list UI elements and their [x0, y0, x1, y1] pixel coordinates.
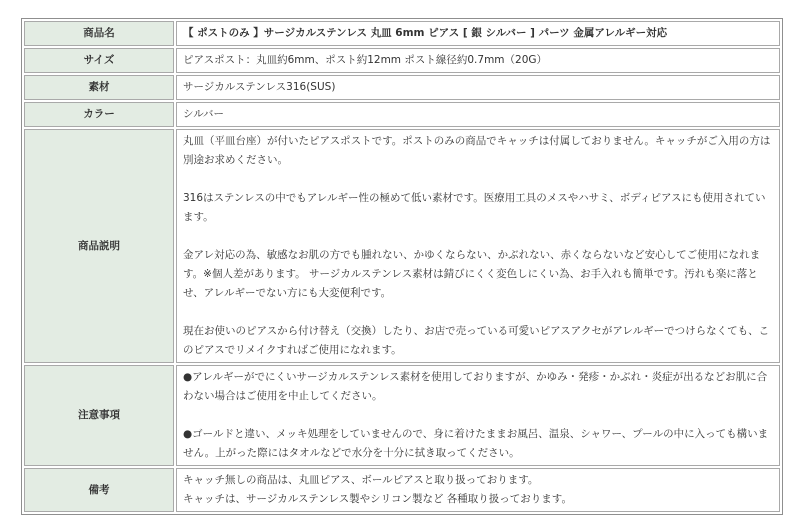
row-size	[24, 48, 780, 73]
row-product-name	[24, 21, 780, 46]
label-cautions: 注意事項	[24, 365, 174, 466]
caution-paragraph: ●ゴールドと違い、メッキ処理をしていませんので、身に着けたままお風呂、温泉、シャワー、プールの中に入っても構いません。上がった際にはタオルなどで水分を十分に拭き取ってください。	[183, 428, 769, 459]
description-paragraph: 316はステンレスの中でもアレルギー性の極めて低い素材です。医療用工具のメスやハサミ、ボディピアスにも使用されています。	[183, 192, 766, 223]
row-color	[24, 102, 780, 127]
label-size: サイズ	[24, 48, 174, 73]
remarks-line: キャッチは、サージカルステンレス製やシリコン製など 各種取り扱っております。	[183, 493, 572, 505]
label-description: 商品説明	[24, 129, 174, 363]
row-remarks	[24, 468, 780, 512]
row-material	[24, 75, 780, 100]
value-cautions	[176, 365, 780, 466]
row-cautions	[24, 365, 780, 466]
remarks-line: キャッチ無しの商品は、丸皿ピアス、ボールピアスと取り扱っております。	[183, 474, 539, 486]
description-paragraph: 現在お使いのピアスから付け替え（交換）したり、お店で売っている可愛いピアスアクセがアレルギーでつけらなくても、このピアスでリメイクすればご使用になれます。	[183, 325, 770, 356]
value-color: シルバー	[176, 102, 780, 127]
product-spec-table	[21, 18, 783, 515]
caution-paragraph: ●アレルギーがでにくいサージカルステンレス素材を使用しておりますが、かゆみ・発疹・かぶれ・炎症が出るなどお肌に合わない場合はご使用を中止してください。	[183, 371, 768, 402]
label-product-name: 商品名	[24, 21, 174, 46]
label-material: 素材	[24, 75, 174, 100]
description-paragraph: 金アレ対応の為、敏感なお肌の方でも腫れない、かゆくならない、かぶれない、赤くならないなど安心してご使用になれます。※個人差があります。 サージカルステンレス素材は錆びにくく変色しにくい為、お手入れも簡単です。汚れも楽に落とせ、アレルギーでない方にも大変便利です。	[183, 249, 761, 299]
value-product-name: 【 ポストのみ 】サージカルステンレス 丸皿 6mm ピアス [ 銀 シルバー ] パーツ 金属アレルギー対応	[176, 21, 780, 46]
row-description	[24, 129, 780, 363]
value-material: サージカルステンレス316(SUS)	[176, 75, 780, 100]
label-color: カラー	[24, 102, 174, 127]
value-description	[176, 129, 780, 363]
label-remarks: 備考	[24, 468, 174, 512]
value-remarks	[176, 468, 780, 512]
description-paragraph: 丸皿（平皿台座）が付いたピアスポストです。ポストのみの商品でキャッチは付属しておりません。キャッチがご入用の方は別途お求めください。	[183, 135, 771, 166]
value-size: ピアスポスト：丸皿約6mm、ポスト約12mm ポスト線径約0.7mm（20G）	[176, 48, 780, 73]
